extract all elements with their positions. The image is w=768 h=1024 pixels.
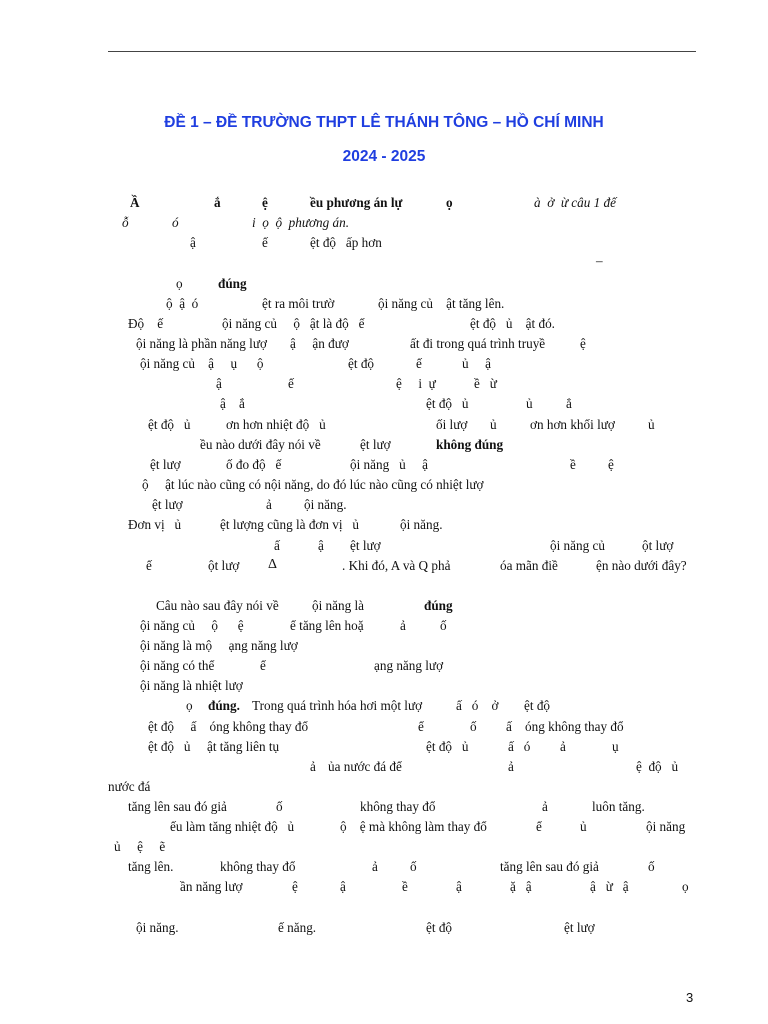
text-fragment: ậ ắ xyxy=(220,396,245,411)
text-fragment: ậ xyxy=(190,235,196,250)
text-fragment: ề xyxy=(402,879,408,894)
text-fragment: ụ xyxy=(612,739,619,754)
text-fragment: ơn hơn khối lượ xyxy=(530,417,615,432)
text-fragment: ọ xyxy=(446,195,453,210)
text-fragment: ội năng là mộ ạng năng lượ xyxy=(140,638,298,653)
text-fragment: luôn tăng. xyxy=(592,799,645,814)
text-fragment: không đúng xyxy=(436,437,504,452)
text-fragment: ội năng có thể xyxy=(140,658,215,673)
text-fragment: – xyxy=(596,253,603,268)
text-fragment: ả xyxy=(542,799,548,814)
text-fragment: tăng lên sau đó giả xyxy=(500,859,599,874)
text-fragment: ội năng. xyxy=(400,517,443,532)
text-fragment: ột lượ xyxy=(208,558,240,573)
text-fragment: ần năng lượ xyxy=(180,879,243,894)
text-fragment: ọ xyxy=(176,276,183,291)
text-fragment: ệt lượ xyxy=(150,457,181,472)
text-fragment: ệt lượ xyxy=(152,497,183,512)
text-fragment: ủ xyxy=(490,417,497,432)
text-fragment: ộ ệ mà không làm thay đổ xyxy=(340,819,487,834)
text-fragment: ều phương án lự xyxy=(310,195,403,210)
text-fragment: ệt độ ủ xyxy=(148,417,191,432)
text-fragment: ố xyxy=(470,719,477,734)
text-fragment: ệt lượng cũng là đơn vị ủ xyxy=(220,517,360,532)
text-fragment: ế xyxy=(416,356,422,371)
text-fragment: ế xyxy=(288,376,294,391)
text-fragment: ệt độ ấ óng không thay đổ xyxy=(148,719,309,734)
text-fragment: ố xyxy=(440,618,447,633)
text-fragment: i ọ ộ phương án. xyxy=(252,215,350,230)
page-subtitle-year: 2024 - 2025 xyxy=(342,148,426,165)
text-fragment: ệ xyxy=(292,879,298,894)
text-fragment: ủ ậ xyxy=(462,356,491,371)
text-fragment: không thay đổ xyxy=(360,799,436,814)
text-fragment: ệt độ xyxy=(524,698,551,713)
text-fragment: ả xyxy=(266,497,272,512)
text-fragment: ấ ó ở xyxy=(456,698,499,713)
text-fragment: ọ xyxy=(186,698,193,713)
text-fragment: ệt lượ xyxy=(350,538,381,553)
text-fragment: tăng lên. xyxy=(128,859,174,874)
text-fragment: đúng xyxy=(218,276,247,291)
text-fragment: ạng năng lượ xyxy=(374,658,444,673)
text-fragment: ố xyxy=(410,859,417,874)
text-fragment: ội năng ủ ậ xyxy=(350,457,429,472)
text-fragment: ả xyxy=(310,759,316,774)
text-fragment: ể xyxy=(536,819,542,834)
text-fragment: ệt độ ủ ật tăng liên tụ xyxy=(148,739,280,754)
text-fragment: ó xyxy=(172,215,179,230)
text-fragment: ề ừ xyxy=(474,376,497,391)
text-fragment: ả xyxy=(560,739,566,754)
text-fragment: ỗ xyxy=(122,215,129,230)
text-fragment: ề xyxy=(570,457,576,472)
text-fragment: ả xyxy=(508,759,514,774)
text-fragment: ệt ra môi trườ xyxy=(262,296,335,311)
text-fragment: ội năng củ ộ ật là độ ế xyxy=(222,316,365,331)
text-fragment: ội năng là xyxy=(312,598,365,613)
text-fragment: ể xyxy=(418,719,424,734)
text-fragment: ệ xyxy=(580,336,586,351)
text-fragment: ệt độ xyxy=(348,356,375,371)
text-fragment: ế xyxy=(146,558,152,573)
text-fragment: . Khi đó, A và Q phả xyxy=(342,558,451,573)
text-fragment: nước đá xyxy=(108,779,151,794)
text-fragment: ậ xyxy=(216,376,222,391)
text-fragment: Câu nào sau đây nói về xyxy=(156,598,279,613)
text-fragment: ội năng. xyxy=(136,920,179,935)
text-fragment: ộ ật lúc nào cũng có nội năng, do đó lúc nào cũng có nhiệt lượ xyxy=(142,477,484,492)
text-fragment: ối lượ xyxy=(436,417,468,432)
text-fragment: ệt độ ủ ật đó. xyxy=(470,316,555,331)
text-fragment: tăng lên sau đó giả xyxy=(128,799,227,814)
text-fragment: ột lượ xyxy=(642,538,674,553)
text-fragment: ệ i ự xyxy=(396,376,436,391)
text-fragment: ủ ệ ẽ xyxy=(114,839,166,854)
text-fragment: ội năng là nhiệt lượ xyxy=(140,678,243,693)
text-fragment: không thay đổ xyxy=(220,859,296,874)
text-fragment: ất đi trong quá trình truyề xyxy=(410,336,546,351)
text-fragment: ẳ xyxy=(566,396,572,411)
text-fragment: ệt độ xyxy=(426,920,453,935)
delta-symbol: Δ xyxy=(268,557,278,572)
text-fragment: ội năng củ ật tăng lên. xyxy=(378,296,505,311)
text-fragment: ơn hơn nhiệt độ ủ xyxy=(226,417,326,432)
page-title: ĐỀ 1 – ĐỀ TRƯỜNG THPT LÊ THÁNH TÔNG – HỒ CHÍ MINH xyxy=(164,114,604,131)
text-fragment: ế năng. xyxy=(278,920,317,935)
text-fragment: ủ xyxy=(580,819,587,834)
text-fragment: ả xyxy=(400,618,406,633)
text-fragment: ủ xyxy=(526,396,533,411)
text-fragment: ấ ó xyxy=(508,739,531,754)
header-rule xyxy=(108,51,696,52)
text-fragment: ội năng. xyxy=(304,497,347,512)
text-fragment: ậ ừ ậ xyxy=(590,879,629,894)
text-fragment: ệt lượ xyxy=(360,437,391,452)
text-fragment: ội năng củ ậ ụ ộ xyxy=(140,356,264,371)
text-fragment: ếu làm tăng nhiệt độ ủ xyxy=(170,819,295,834)
text-fragment: ậ xyxy=(318,538,324,553)
text-fragment: ệt độ ủ xyxy=(426,396,469,411)
text-fragment: Ầ xyxy=(130,195,140,210)
text-fragment: ủa nước đá để xyxy=(328,759,402,774)
text-fragment: ộ ậ ó xyxy=(166,296,199,311)
text-fragment: ệt lượ xyxy=(564,920,595,935)
text-fragment: ậ xyxy=(340,879,346,894)
text-fragment: ội năng củ xyxy=(550,538,605,553)
text-fragment: đúng xyxy=(424,598,453,613)
text-fragment: ội năng là phần năng lượ ậ ận đượ xyxy=(136,336,349,351)
text-fragment: ể tăng lên hoặ xyxy=(290,618,364,633)
text-fragment: ố đo độ ế xyxy=(226,457,282,472)
text-fragment: ện nào dưới đây? xyxy=(596,558,687,573)
text-fragment: à ở ừ câu 1 đế xyxy=(534,195,616,210)
text-fragment: đúng. xyxy=(208,698,240,713)
page-number: 3 xyxy=(686,990,694,1005)
text-fragment: ể xyxy=(260,658,266,673)
text-fragment: ấ óng không thay đổ xyxy=(506,719,624,734)
text-fragment: ế xyxy=(262,235,268,250)
text-fragment: ội năng xyxy=(646,819,686,834)
text-fragment: ậ xyxy=(456,879,462,894)
text-fragment: ố xyxy=(276,799,283,814)
text-fragment: Đơn vị ủ xyxy=(128,517,182,532)
text-fragment: ọ xyxy=(682,879,689,894)
text-fragment: ả xyxy=(372,859,378,874)
text-fragment: ấ xyxy=(274,538,280,553)
text-fragment: ệ độ ủ xyxy=(636,759,679,774)
text-fragment: ều nào dưới đây nói về xyxy=(200,437,321,452)
text-fragment: ệt độ ủ xyxy=(426,739,469,754)
text-fragment: ặ ậ xyxy=(510,879,532,894)
text-fragment: ố xyxy=(648,859,655,874)
text-fragment: ắ xyxy=(214,195,221,210)
text-fragment: óa mãn điề xyxy=(500,558,558,573)
text-fragment: ội năng củ ộ ệ xyxy=(140,618,244,633)
text-fragment: ệ xyxy=(608,457,614,472)
text-fragment: Trong quá trình hóa hơi một lượ xyxy=(252,698,423,713)
text-fragment: Độ ế xyxy=(128,316,164,331)
text-fragment: ệ xyxy=(262,195,268,210)
text-fragment: ủ xyxy=(648,417,655,432)
text-fragment: ệt độ ấp hơn xyxy=(310,235,382,250)
